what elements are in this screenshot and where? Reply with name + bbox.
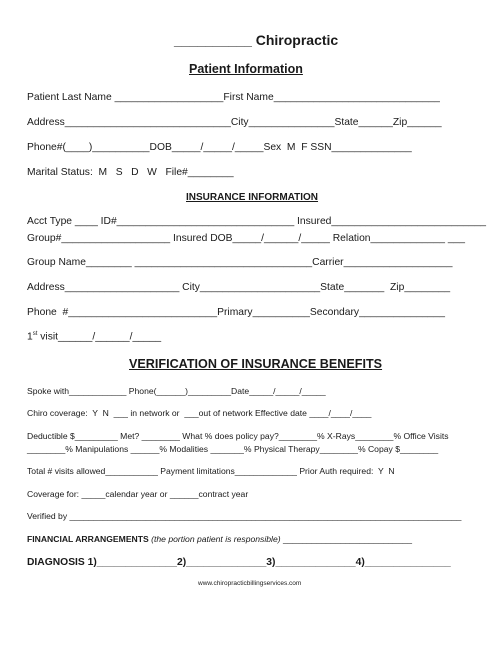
group-number-field[interactable]: Group#___________________ Insured DOB_____/______/_____ Relation_____________ ___ [27, 233, 466, 244]
insurance-phone-field[interactable]: Phone #__________________________Primary__________Secondary_______________ [27, 307, 445, 318]
marital-status-field[interactable]: Marital Status: M S D W File#________ [27, 167, 234, 178]
section-title-patient-information: Patient Information [189, 62, 303, 76]
footer-url: www.chiropracticbillingservices.com [198, 580, 302, 587]
manipulations-field[interactable]: ________% Manipulations ______% Modalities _______% Physical Therapy________% Copay $________ [27, 444, 439, 454]
diagnosis-field[interactable]: DIAGNOSIS 1)______________2)______________3)______________4)_______________ [27, 557, 451, 568]
financial-arrangements-field[interactable] [27, 534, 412, 544]
first-visit-ordinal: st [32, 331, 38, 337]
financial-arrangements-label: FINANCIAL ARRANGEMENTS [27, 534, 149, 544]
verification-heading: VERIFICATION OF INSURANCE BENEFITS [129, 357, 383, 371]
first-visit-number: 1 [27, 331, 33, 343]
insurance-address-field[interactable]: Address____________________ City_____________________State_______ Zip________ [27, 282, 451, 293]
financial-arrangements-blank: ___________________________ [280, 534, 413, 544]
spoke-with-field[interactable]: Spoke with____________ Phone(______)_________Date_____/_____/_____ [27, 386, 326, 396]
visits-allowed-field[interactable]: Total # visits allowed___________ Payment limitations_____________ Prior Auth required: Y N [27, 466, 395, 476]
insurance-information-heading: INSURANCE INFORMATION [186, 192, 319, 203]
verified-by-field[interactable]: Verified by __________________________________________________________________________________ [27, 511, 462, 521]
group-name-field[interactable]: Group Name________ _______________________________Carrier___________________ [27, 257, 453, 268]
patient-name-field[interactable]: Patient Last Name ___________________First Name_____________________________ [27, 92, 440, 103]
deductible-field[interactable]: Deductible $_________ Met? ________ What % does policy pay?________% X-Rays________% Office Visits [27, 431, 449, 441]
form-title: __________ Chiropractic [174, 32, 339, 48]
patient-address-field[interactable]: Address_____________________________City_______________State______Zip______ [27, 117, 442, 128]
acct-type-field[interactable]: Acct Type ____ ID#_______________________________ Insured___________________________ [27, 216, 487, 227]
first-visit-date: visit______/______/_____ [37, 331, 162, 343]
chiro-coverage-field[interactable]: Chiro coverage: Y N ___ in network or ___out of network Effective date ____/____/____ [27, 408, 372, 418]
patient-phone-dob-field[interactable]: Phone#(____)__________DOB_____/_____/_____Sex M F SSN______________ [27, 142, 412, 153]
first-visit-field[interactable] [27, 331, 161, 342]
financial-arrangements-note: (the portion patient is responsible) [151, 534, 281, 544]
coverage-for-field[interactable]: Coverage for: _____calendar year or ______contract year [27, 489, 249, 499]
